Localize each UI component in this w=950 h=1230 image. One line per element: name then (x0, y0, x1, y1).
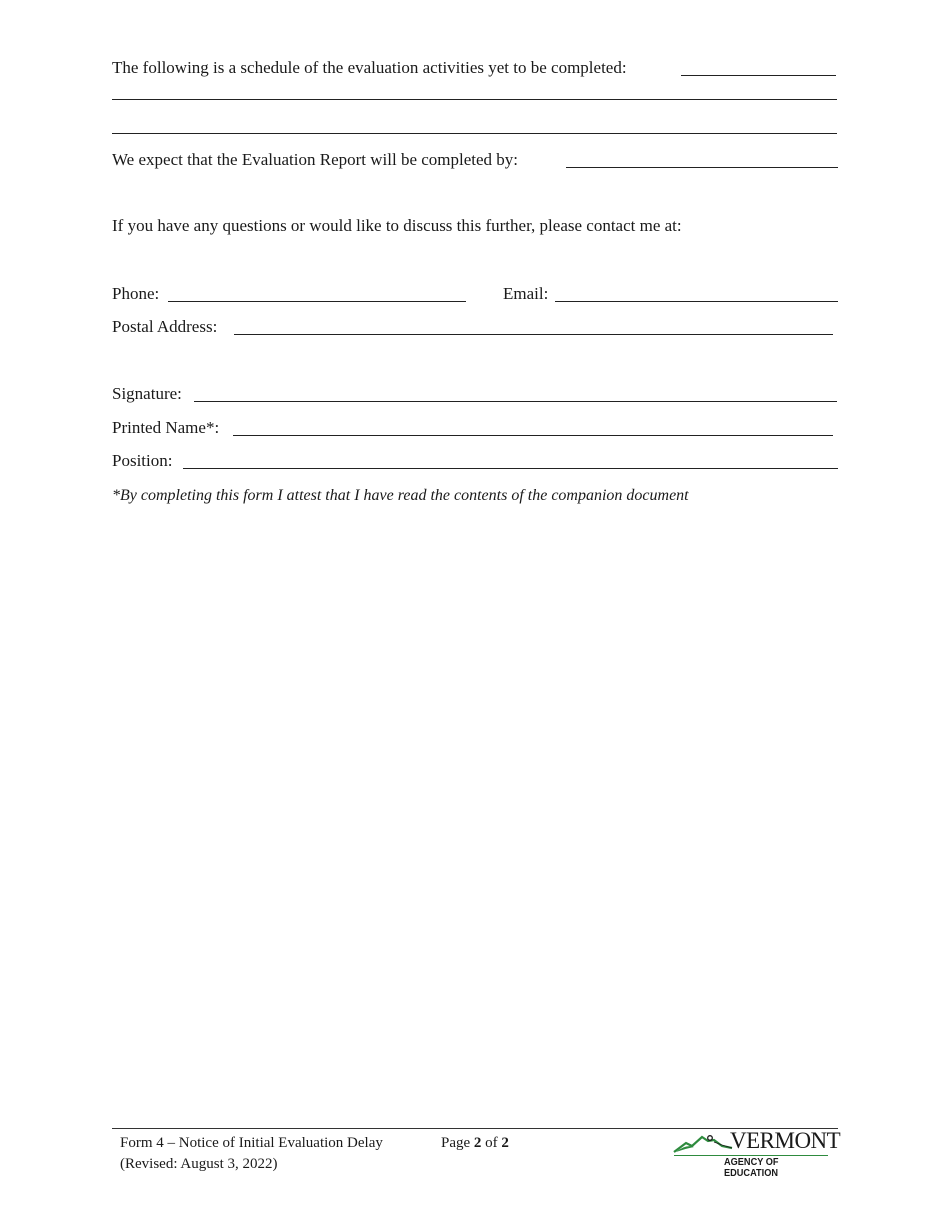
schedule-field-line-1[interactable] (681, 75, 836, 76)
contact-text: If you have any questions or would like to discuss this further, please contact me at: (112, 216, 682, 235)
position-field[interactable] (183, 468, 838, 469)
printed-name-label: Printed Name*: (112, 418, 220, 437)
signature-field[interactable] (194, 401, 837, 402)
schedule-label: The following is a schedule of the evaluation activities yet to be completed: (112, 58, 627, 77)
mountain-logo-icon (672, 1130, 734, 1156)
logo-name: VERMONT (730, 1128, 841, 1153)
postal-address-field[interactable] (234, 334, 833, 335)
signature-label: Signature: (112, 384, 182, 403)
logo-underline (674, 1155, 828, 1156)
postal-address-label: Postal Address: (112, 317, 218, 336)
page-current: 2 (473, 1135, 482, 1151)
attestation-note: *By completing this form I attest that I have read the contents of the companion document (112, 487, 689, 504)
page-of: of (485, 1135, 498, 1151)
vermont-aoe-logo (672, 1128, 841, 1179)
expected-completion-field[interactable] (566, 167, 838, 168)
schedule-field-line-2[interactable] (112, 99, 837, 100)
email-field[interactable] (555, 301, 838, 302)
phone-label: Phone: (112, 284, 160, 303)
schedule-field-line-3[interactable] (112, 133, 837, 134)
position-label: Position: (112, 451, 173, 470)
page-prefix: Page (441, 1135, 471, 1151)
expected-completion-label: We expect that the Evaluation Report will be completed by: (112, 150, 519, 169)
email-label: Email: (503, 284, 549, 303)
phone-field[interactable] (168, 301, 466, 302)
footer-page-number (441, 1134, 509, 1152)
footer-revised-date: (Revised: August 3, 2022) (120, 1156, 278, 1172)
printed-name-field[interactable] (233, 435, 833, 436)
page-total: 2 (501, 1135, 509, 1151)
footer-form-title: Form 4 – Notice of Initial Evaluation Delay (120, 1135, 383, 1151)
logo-subtitle: AGENCY OF EDUCATION (724, 1157, 779, 1179)
